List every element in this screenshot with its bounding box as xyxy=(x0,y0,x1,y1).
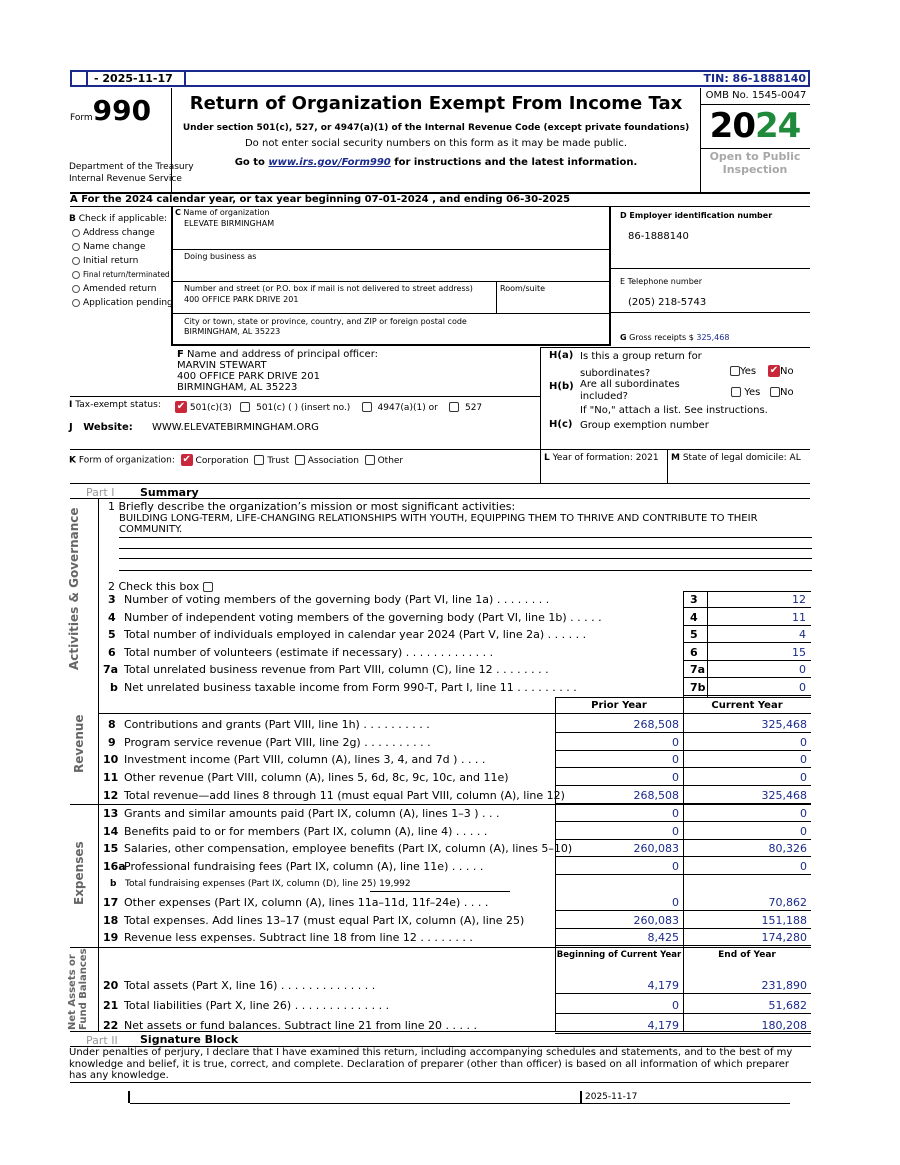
tax-status-options xyxy=(175,401,482,413)
line-number: 11 xyxy=(103,771,119,785)
line16b-shaded xyxy=(556,877,683,894)
trust-checkbox[interactable]: Trust xyxy=(254,456,289,466)
line1-label: 1 Briefly describe the organization’s mission or most significant activities: xyxy=(108,500,516,513)
line-text: Net unrelated business taxable income from Form 990-T, Part I, line 11 . . . . . . . . . xyxy=(124,681,577,694)
line-text: Total revenue—add lines 8 through 11 (must equal Part VIII, column (A), line 12) xyxy=(124,788,565,802)
line-text: Number of voting members of the governing body (Part VI, line 1a) . . . . . . . . xyxy=(124,593,550,606)
current-year-value[interactable]: 231,890 xyxy=(761,979,807,992)
line-text: Other expenses (Part IX, column (A), lines 11a–11d, 11f–24e) . . . . xyxy=(124,896,489,909)
signature-date: 2025-11-17 xyxy=(585,1092,638,1102)
line-number: 13 xyxy=(103,807,119,820)
ein-value: 86-1888140 xyxy=(628,231,689,242)
gov-value[interactable]: 4 xyxy=(799,628,806,642)
prior-year-value[interactable]: 0 xyxy=(672,896,679,909)
gov-value[interactable]: 0 xyxy=(799,681,806,694)
current-year-value[interactable]: 80,326 xyxy=(768,842,807,856)
final-return-radio[interactable]: Final return/terminated xyxy=(72,268,173,282)
line-text: Total number of volunteers (estimate if necessary) . . . . . . . . . . . . . xyxy=(124,645,494,659)
current-year-value[interactable]: 0 xyxy=(800,824,807,838)
side-expenses: Expenses xyxy=(72,841,86,905)
address-change-radio[interactable]: Address change xyxy=(72,226,173,240)
hb-no[interactable]: No xyxy=(770,387,794,398)
hb-yes[interactable]: Yes xyxy=(731,387,760,398)
line-box: 7b xyxy=(690,681,706,694)
gov-value[interactable]: 15 xyxy=(792,645,806,659)
form-subtitle: Under section 501(c), 527, or 4947(a)(1) of the Internal Revenue Code (except private foundations) xyxy=(182,123,690,133)
current-year-value[interactable]: 0 xyxy=(800,807,807,820)
perjury-statement: Under penalties of perjury, I declare that I have examined this return, including accompanying schedules and statements, and to the best of my knowledge and belief, it is true, correct, and complete. Declaration of preparer (other than officer) is based on all information of which preparer has any knowledge. xyxy=(69,1047,793,1081)
line-box: 4 xyxy=(690,610,698,624)
tax-status-label: I Tax-exempt status: xyxy=(69,400,161,410)
line-text: Net assets or fund balances. Subtract line 21 from line 20 . . . . . xyxy=(124,1019,478,1032)
current-year-value[interactable]: 0 xyxy=(800,860,807,874)
room-label: Room/suite xyxy=(500,284,545,293)
current-year-value[interactable]: 180,208 xyxy=(761,1019,807,1032)
line-number: 19 xyxy=(103,931,119,945)
amended-return-radio[interactable]: Amended return xyxy=(72,282,173,296)
prior-year-value[interactable]: 4,179 xyxy=(647,1019,679,1032)
mission-line2: COMMUNITY. xyxy=(119,524,183,535)
prior-year-value[interactable]: 0 xyxy=(672,860,679,874)
line-number: 4 xyxy=(108,610,116,624)
line-number: 16a xyxy=(103,860,126,874)
application-pending-radio[interactable]: Application pending xyxy=(72,296,173,310)
prior-year-value[interactable]: 0 xyxy=(672,807,679,820)
line-box: 3 xyxy=(690,593,698,606)
line-text: Benefits paid to or for members (Part IX, column (A), line 4) . . . . . xyxy=(124,824,488,838)
other-checkbox[interactable]: Other xyxy=(365,456,403,466)
state-domicile: M State of legal domicile: AL xyxy=(671,453,801,463)
ha-text2: subordinates? xyxy=(580,368,651,379)
line-number: 7a xyxy=(103,663,119,677)
hb-label: H(b) xyxy=(549,381,574,392)
line-text: Program service revenue (Part VIII, line 2g) . . . . . . . . . . xyxy=(124,735,431,749)
line-text: Salaries, other compensation, employee benefits (Part IX, column (A), lines 5–10) xyxy=(124,842,573,856)
current-year-value[interactable]: 325,468 xyxy=(761,718,807,731)
line-number: 14 xyxy=(103,824,119,838)
open-public: Open to Public Inspection xyxy=(709,150,801,176)
ha-yes[interactable]: Yes xyxy=(730,366,756,377)
ssn-note: Do not enter social security numbers on this form as it may be made public. xyxy=(244,138,628,149)
form-label xyxy=(70,94,151,127)
ha-no[interactable]: ✔ No xyxy=(769,365,794,377)
line-text: Total number of individuals employed in calendar year 2024 (Part V, line 2a) . . . . . . xyxy=(124,628,587,642)
ha-label: H(a) xyxy=(549,350,574,361)
gov-value[interactable]: 12 xyxy=(792,593,806,606)
dba-label: Doing business as xyxy=(184,252,257,261)
form-prefix: Form xyxy=(70,113,93,123)
line-text: Total expenses. Add lines 13–17 (must equal Part IX, column (A), line 25) xyxy=(124,913,525,927)
year-formation: L Year of formation: 2021 xyxy=(544,453,659,463)
hb-text2: included? xyxy=(580,391,628,402)
city-value: BIRMINGHAM, AL 35223 xyxy=(184,327,281,336)
form-org-row: K Form of organization: ✔ Corporation Trust Association Other xyxy=(69,454,404,466)
current-year-value[interactable]: 174,280 xyxy=(761,931,807,945)
line-text: Investment income (Part VIII, column (A), lines 3, 4, and 7d ) . . . . xyxy=(124,753,486,767)
current-year-value[interactable]: 70,862 xyxy=(768,896,807,909)
ein-label: D Employer identification number xyxy=(620,211,773,220)
section-b-list xyxy=(72,226,173,310)
prior-year-value[interactable]: 260,083 xyxy=(633,842,679,856)
mission-line1: BUILDING LONG-TERM, LIFE-CHANGING RELATIONSHIPS WITH YOUTH, EQUIPPING THEM TO THRIVE AND CONTRIBUTE TO THEIR xyxy=(119,513,758,524)
line2-check[interactable]: 2 Check this box xyxy=(108,580,213,593)
line-number: 20 xyxy=(103,979,119,992)
line-text: Total unrelated business revenue from Part VIII, column (C), line 12 . . . . . . . . xyxy=(124,663,549,677)
current-year-header: Current Year xyxy=(711,700,783,711)
gov-value[interactable]: 11 xyxy=(792,610,806,624)
top-bar-square xyxy=(72,72,88,85)
prior-year-value[interactable]: 0 xyxy=(672,999,679,1012)
officer-name: MARVIN STEWART xyxy=(177,360,267,371)
part2-title: Signature Block xyxy=(140,1033,239,1046)
gov-value[interactable]: 0 xyxy=(799,663,806,677)
part1-label: Part I xyxy=(86,486,115,499)
hb-note: If "No," attach a list. See instructions. xyxy=(580,405,768,416)
gross-receipts: G Gross receipts $ 325,468 xyxy=(620,333,730,342)
boy-header: Beginning of Current Year xyxy=(556,950,682,960)
line-number: 12 xyxy=(103,788,119,802)
hc-text: Group exemption number xyxy=(580,420,709,431)
irs-link[interactable]: www.irs.gov/Form990 xyxy=(268,157,391,168)
city-label: City or town, state or province, country, and ZIP or foreign postal code xyxy=(184,317,467,326)
line-number: b xyxy=(110,681,118,694)
line-box: 7a xyxy=(690,663,706,677)
org-name-label: C Name of organization xyxy=(175,208,270,217)
name-change-radio[interactable]: Name change xyxy=(72,240,173,254)
ha-text1: Is this a group return for xyxy=(580,351,702,362)
street-value: 400 OFFICE PARK DRIVE 201 xyxy=(184,295,299,304)
current-year-value[interactable]: 325,468 xyxy=(761,788,807,802)
prior-year-value[interactable]: 268,508 xyxy=(633,718,679,731)
line-text: Other revenue (Part VIII, column (A), lines 5, 6d, 8c, 9c, 10c, and 11e) xyxy=(124,771,509,785)
side-governance: Activities & Governance xyxy=(67,507,81,670)
side-revenue: Revenue xyxy=(72,714,86,773)
prior-year-value[interactable]: 260,083 xyxy=(633,913,679,927)
form-title: Return of Organization Exempt From Income Tax xyxy=(189,93,683,114)
hb-text1: Are all subordinates xyxy=(580,379,680,390)
section-b-title: B Check if applicable: xyxy=(69,214,168,224)
officer-label: F Name and address of principal officer: xyxy=(177,349,379,360)
side-net-assets: Net Assets or Fund Balances xyxy=(67,948,89,1030)
website-value: WWW.ELEVATEBIRMINGHAM.ORG xyxy=(152,422,319,433)
current-year-value[interactable]: 151,188 xyxy=(761,913,807,927)
line-number: 10 xyxy=(103,753,119,767)
form-number: 990 xyxy=(92,94,152,127)
part2-label: Part II xyxy=(86,1034,118,1047)
prior-year-value[interactable]: 0 xyxy=(672,824,679,838)
line-box: 6 xyxy=(690,645,698,659)
phone-value: (205) 218-5743 xyxy=(628,297,707,308)
status-4947-checkbox[interactable]: 4947(a)(1) or xyxy=(362,403,438,413)
line-text: Total assets (Part X, line 16) . . . . . . . . . . . . . . xyxy=(124,979,376,992)
line-number: 6 xyxy=(108,645,116,659)
line-number: 5 xyxy=(108,628,116,642)
prior-year-value[interactable]: 0 xyxy=(672,753,679,767)
line-number: 17 xyxy=(103,896,119,909)
officer-addr1: 400 OFFICE PARK DRIVE 201 xyxy=(177,371,321,382)
line-text: Revenue less expenses. Subtract line 18 from line 12 . . . . . . . . xyxy=(124,931,473,945)
initial-return-radio[interactable]: Initial return xyxy=(72,254,173,268)
status-501c-checkbox[interactable]: 501(c) ( ) (insert no.) xyxy=(240,403,350,413)
association-checkbox[interactable]: Association xyxy=(295,456,359,466)
current-year-value[interactable]: 0 xyxy=(800,771,807,785)
line-text: Contributions and grants (Part VIII, line 1h) . . . . . . . . . . xyxy=(124,718,430,731)
line-text: Total liabilities (Part X, line 26) . . . . . . . . . . . . . . xyxy=(124,999,390,1012)
line-text: Professional fundraising fees (Part IX, column (A), line 11e) . . . . . xyxy=(124,860,484,874)
line-number: 9 xyxy=(108,735,116,749)
status-501c3-checkbox[interactable]: ✔ 501(c)(3) xyxy=(176,401,232,413)
corporation-checkbox[interactable]: ✔ Corporation xyxy=(182,454,249,466)
prior-year-value[interactable]: 268,508 xyxy=(633,788,679,802)
officer-addr2: BIRMINGHAM, AL 35223 xyxy=(177,382,298,393)
street-label: Number and street (or P.O. box if mail is not delivered to street address) xyxy=(184,284,473,293)
prior-year-header: Prior Year xyxy=(591,700,647,711)
org-name: ELEVATE BIRMINGHAM xyxy=(184,219,275,228)
header-date: - 2025-11-17 xyxy=(94,72,186,85)
line-number: 22 xyxy=(103,1019,119,1032)
line-a: A For the 2024 calendar year, or tax year beginning 07-01-2024 , and ending 06-30-2025 xyxy=(70,194,571,205)
line-text: Grants and similar amounts paid (Part IX, column (A), lines 1–3 ) . . . xyxy=(124,807,500,820)
tax-year: 2024 xyxy=(709,106,801,146)
phone-label: E Telephone number xyxy=(620,277,702,286)
status-527-checkbox[interactable]: 527 xyxy=(449,403,482,413)
part1-title: Summary xyxy=(140,486,199,499)
line-number: 3 xyxy=(108,593,116,606)
goto-line: Go to www.irs.gov/Form990 for instructions and the latest information. xyxy=(234,157,638,168)
dept-treasury: Department of the Treasury xyxy=(69,162,194,172)
line16b-label: b Total fundraising expenses (Part IX, column (D), line 25) 19,992 xyxy=(110,879,411,889)
eoy-header: End of Year xyxy=(718,950,776,960)
line-number: 15 xyxy=(103,842,119,856)
current-year-value[interactable]: 51,682 xyxy=(768,999,807,1012)
line-number: 18 xyxy=(103,913,119,927)
website-label: J Website: xyxy=(69,422,133,433)
line-number: 8 xyxy=(108,718,116,731)
prior-year-value[interactable]: 0 xyxy=(672,771,679,785)
line-number: 21 xyxy=(103,999,119,1012)
current-year-value[interactable]: 0 xyxy=(800,735,807,749)
prior-year-value[interactable]: 4,179 xyxy=(647,979,679,992)
line-text: Number of independent voting members of the governing body (Part VI, line 1b) . . . . . xyxy=(124,610,602,624)
omb-number: OMB No. 1545-0047 xyxy=(705,90,807,101)
dept-irs: Internal Revenue Service xyxy=(69,174,182,184)
current-year-value[interactable]: 0 xyxy=(800,753,807,767)
prior-year-value[interactable]: 8,425 xyxy=(647,931,679,945)
hc-label: H(c) xyxy=(549,419,573,430)
prior-year-value[interactable]: 0 xyxy=(672,735,679,749)
header-tin: TIN: 86-1888140 xyxy=(703,72,806,85)
line-box: 5 xyxy=(690,628,698,642)
